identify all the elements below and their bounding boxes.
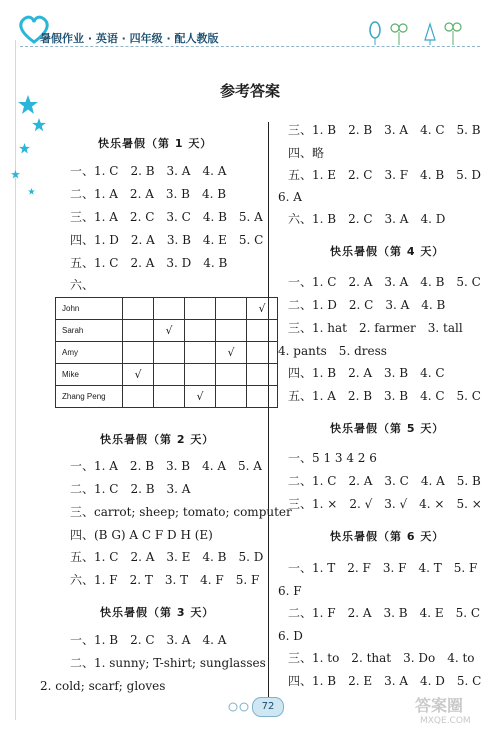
table-row <box>56 342 278 364</box>
answer-line: 六、1. B 2. C 3. A 4. D <box>288 212 446 226</box>
table-row <box>56 298 278 320</box>
table-cell: √ <box>123 364 154 386</box>
table-cell: √ <box>247 298 278 320</box>
answer-line: 六、1. F 2. T 3. T 4. F 5. F <box>70 573 260 587</box>
answer-line: 二、1. D 2. C 3. A 4. B <box>288 298 446 312</box>
answer-line: 五、1. E 2. C 3. F 4. B 5. D <box>288 168 482 182</box>
left-margin-line <box>15 40 16 720</box>
table-row <box>56 364 278 386</box>
section-heading-day-2: 快乐暑假（第 2 天） <box>100 433 215 446</box>
answer-line: 五、1. C 2. A 3. D 4. B <box>70 256 228 270</box>
answer-table <box>55 297 278 408</box>
star-icon <box>32 118 46 132</box>
answer-line: 四、1. B 2. A 3. B 4. C <box>288 366 445 380</box>
table-cell <box>247 364 278 386</box>
table-cell <box>185 320 216 342</box>
answer-line: 一、1. C 2. B 3. A 4. A <box>70 164 227 178</box>
star-icon <box>28 188 35 195</box>
answer-line: 五、1. A 2. B 3. B 4. C 5. C <box>288 389 481 403</box>
table-cell <box>185 298 216 320</box>
table-cell <box>123 342 154 364</box>
answer-line: 三、1. B 2. B 3. A 4. C 5. B <box>288 123 481 137</box>
answer-line: 一、5 1 3 4 2 6 <box>288 451 377 465</box>
answer-line: 一、1. T 2. F 3. F 4. T 5. F <box>288 561 478 575</box>
answer-line: 三、1. hat 2. farmer 3. tall <box>288 321 463 335</box>
star-icon <box>19 143 30 154</box>
answer-line: 2. cold; scarf; gloves <box>40 679 166 693</box>
table-cell <box>216 364 247 386</box>
watermark-url: MXQE.COM <box>420 716 471 726</box>
table-cell <box>123 386 154 408</box>
table-cell <box>247 320 278 342</box>
table-cell <box>154 298 185 320</box>
table-row <box>56 320 278 342</box>
table-cell <box>154 364 185 386</box>
table-name-cell: Mike <box>56 364 123 386</box>
table-cell <box>247 386 278 408</box>
answer-line: 三、carrot; sheep; tomato; computer <box>70 505 292 519</box>
table-cell <box>247 342 278 364</box>
table-cell <box>154 342 185 364</box>
page-number-decoration-icon <box>228 702 250 712</box>
section-heading-day-4: 快乐暑假（第 4 天） <box>330 245 445 258</box>
answer-line: 一、1. A 2. B 3. B 4. A 5. A <box>70 459 262 473</box>
header-title: 暑假作业 · 英语 · 四年级 · 配人教版 <box>40 32 219 45</box>
answer-line: 一、1. C 2. A 3. A 4. B 5. C <box>288 275 481 289</box>
table-name-cell: Sarah <box>56 320 123 342</box>
answer-line: 三、1. A 2. C 3. C 4. B 5. A <box>70 210 263 224</box>
table-cell <box>123 320 154 342</box>
table-name-cell: Zhang Peng <box>56 386 123 408</box>
header-divider <box>20 46 480 47</box>
answer-line: 六、 <box>70 278 95 292</box>
table-cell: √ <box>185 386 216 408</box>
answer-line: 四、1. D 2. A 3. B 4. E 5. C <box>70 233 264 247</box>
answer-line: 三、1. to 2. that 3. Do 4. to <box>288 651 475 665</box>
table-cell <box>154 386 185 408</box>
header-trees-icon <box>365 18 465 46</box>
answer-line: 6. F <box>278 584 302 598</box>
table-cell <box>185 342 216 364</box>
answer-line: 二、1. sunny; T-shirt; sunglasses <box>70 656 266 670</box>
answer-line: 五、1. C 2. A 3. E 4. B 5. D <box>70 550 264 564</box>
section-heading-day-6: 快乐暑假（第 6 天） <box>330 530 445 543</box>
answer-line: 一、1. B 2. C 3. A 4. A <box>70 633 227 647</box>
star-icon <box>11 170 20 179</box>
table-name-cell: John <box>56 298 123 320</box>
section-heading-day-5: 快乐暑假（第 5 天） <box>330 422 445 435</box>
table-row <box>56 386 278 408</box>
column-divider <box>268 122 269 697</box>
watermark-logo: 答案圈 <box>415 696 464 715</box>
answer-line: 6. D <box>278 629 303 643</box>
section-heading-day-1: 快乐暑假（第 1 天） <box>98 137 213 150</box>
table-cell <box>216 386 247 408</box>
table-cell <box>123 298 154 320</box>
answer-line: 二、1. C 2. B 3. A <box>70 482 191 496</box>
answer-line: 6. A <box>278 190 302 204</box>
answer-line: 四、略 <box>288 146 325 160</box>
answer-line: 二、1. C 2. A 3. C 4. A 5. B <box>288 474 481 488</box>
answer-line: 四、(B G) A C F D H (E) <box>70 528 213 542</box>
table-cell: √ <box>154 320 185 342</box>
table-cell <box>216 320 247 342</box>
answer-line: 4. pants 5. dress <box>278 344 387 358</box>
page-number: 72 <box>252 697 284 717</box>
answer-line: 三、1. × 2. √ 3. √ 4. × 5. × <box>288 497 482 511</box>
table-cell <box>185 364 216 386</box>
answer-line: 四、1. B 2. E 3. A 4. D 5. C <box>288 674 482 688</box>
page-title: 参考答案 <box>219 82 280 100</box>
table-cell <box>216 298 247 320</box>
answer-line: 二、1. A 2. A 3. B 4. B <box>70 187 227 201</box>
table-name-cell: Amy <box>56 342 123 364</box>
section-heading-day-3: 快乐暑假（第 3 天） <box>100 606 215 619</box>
table-cell: √ <box>216 342 247 364</box>
answer-line: 二、1. F 2. A 3. B 4. E 5. C <box>288 606 481 620</box>
